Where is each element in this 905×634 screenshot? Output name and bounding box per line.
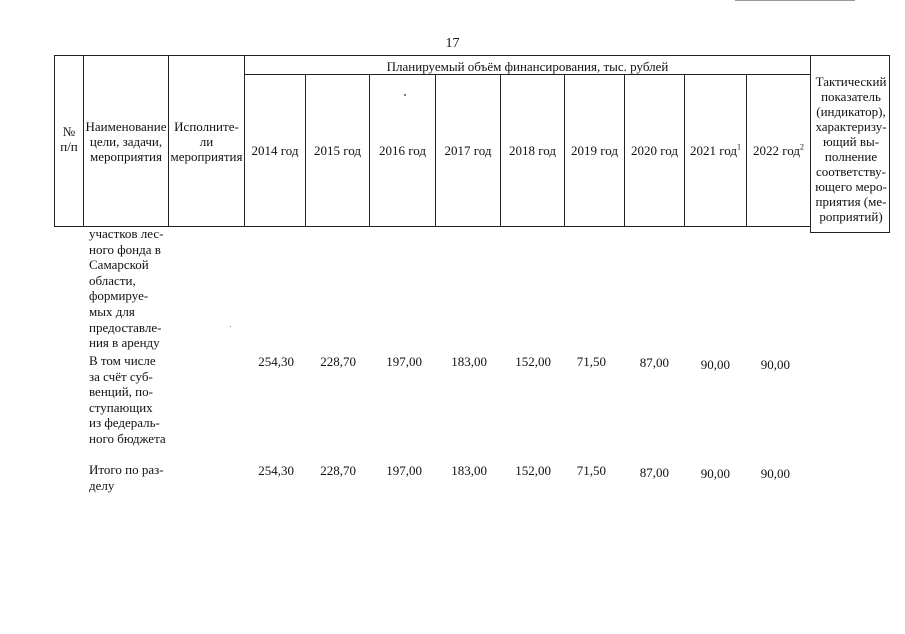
value-2018: 152,00 bbox=[515, 463, 551, 478]
header-number: № п/п bbox=[60, 124, 78, 154]
value-2017: 183,00 bbox=[451, 354, 487, 369]
value-2018: 152,00 bbox=[515, 354, 551, 369]
value-2017: 183,00 bbox=[451, 463, 487, 478]
value-2022: 90,00 bbox=[760, 357, 790, 372]
value-2014: 254,30 bbox=[258, 463, 294, 478]
value-2020: 87,00 bbox=[639, 355, 669, 370]
header-name: Наименование цели, задачи, мероприятия bbox=[85, 119, 167, 164]
value-2021: 90,00 bbox=[700, 466, 730, 481]
value-2021: 90,00 bbox=[700, 357, 730, 372]
header-year-2017: 2017 год bbox=[444, 143, 492, 158]
value-2019: 71,50 bbox=[576, 463, 606, 478]
row-name: Итого по раз- делу bbox=[89, 462, 164, 493]
value-2014: 254,30 bbox=[258, 354, 294, 369]
header-year-2018: 2018 год bbox=[509, 143, 556, 158]
page-number: 17 bbox=[445, 36, 460, 51]
row-name: В том числе за счёт суб- венций, по- ступающих из федераль- ного бюджета bbox=[89, 353, 166, 446]
value-2016: 197,00 bbox=[386, 463, 422, 478]
value-2015: 228,70 bbox=[320, 463, 356, 478]
scan-edge-line bbox=[735, 0, 855, 1]
header-year-2015: 2015 год bbox=[314, 143, 361, 158]
value-2022: 90,00 bbox=[760, 466, 790, 481]
scan-speck bbox=[230, 326, 231, 327]
header-year-2021: 2021 год$^1$ bbox=[690, 142, 741, 158]
value-2020: 87,00 bbox=[639, 465, 669, 480]
header-indicator: Тактический показатель (индикатор), характеризу- ющий вы- полнение соответству- ющего меро- приятия (ме- роприятий) bbox=[815, 74, 887, 224]
scan-speck bbox=[404, 94, 406, 96]
header-year-2019: 2019 год bbox=[571, 143, 618, 158]
value-2016: 197,00 bbox=[386, 354, 422, 369]
header-year-2016: 2016 год bbox=[379, 143, 426, 158]
value-2015: 228,70 bbox=[320, 354, 356, 369]
row-name: участков лес- ного фонда в Самарской области, формируе- мых для предоставле- ния в аренду bbox=[89, 226, 164, 351]
header-funding-group: Планируемый объём финансирования, тыс. рублей bbox=[386, 59, 669, 74]
header-executor: Исполните- ли мероприятия bbox=[170, 119, 243, 164]
value-2019: 71,50 bbox=[576, 354, 606, 369]
header-year-2014: 2014 год bbox=[251, 143, 299, 158]
header-year-2020: 2020 год bbox=[631, 143, 678, 158]
header-year-2022: 2022 год$^2$ bbox=[753, 142, 804, 158]
